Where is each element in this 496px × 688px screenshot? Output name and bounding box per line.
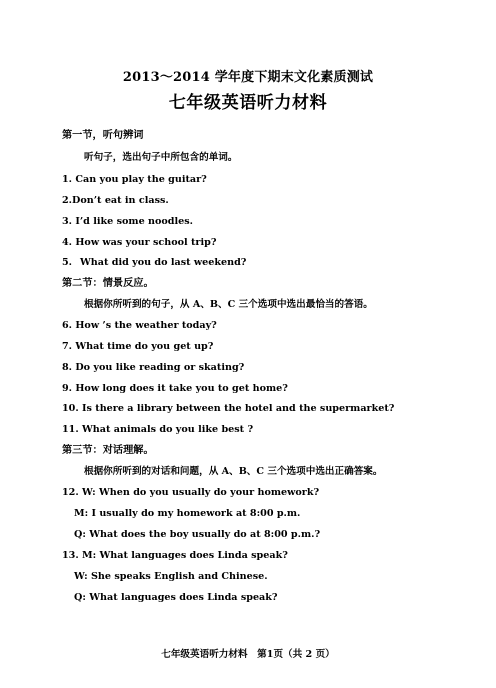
question-7: 7. What time do you get up?	[62, 341, 214, 352]
dialog-13-w: W: She speaks English and Chinese.	[74, 571, 268, 582]
question-6: 6. How ’s the weather today?	[62, 320, 217, 331]
section1-heading: 第一节，听句辨词	[62, 129, 144, 141]
section3-instruction: 根据你所听到的对话和问题，从 A、B、C 三个选项中选出正确答案。	[84, 466, 383, 477]
dialog-12-w: 12. W: When do you usually do your homework?	[62, 487, 320, 498]
question-4: 4. How was your school trip?	[62, 237, 217, 248]
section2-instruction: 根据你所听到的句子，从 A、B、C 三个选项中选出最恰当的答语。	[84, 299, 373, 310]
document-subtitle: 七年级英语听力材料	[168, 93, 328, 113]
dialog-12-q: Q: What does the boy usually do at 8:00 p.m.?	[74, 529, 321, 540]
question-3: 3. I’d like some noodles.	[62, 216, 193, 227]
dialog-12-m: M: I usually do my homework at 8:00 p.m.	[74, 508, 301, 519]
question-5	[62, 256, 246, 269]
question-10: 10. Is there a library between the hotel and the supermarket?	[62, 403, 395, 414]
dialog-13-q: Q: What languages does Linda speak?	[74, 592, 278, 603]
page-footer: 七年级英语听力材料 第1页（共 2 页）	[161, 649, 335, 660]
question-2: 2.Don’t eat in class.	[62, 195, 169, 206]
question-5-text: What did you do last weekend?	[80, 257, 247, 268]
question-5-number: 5.	[62, 257, 73, 268]
question-1: 1. Can you play the guitar?	[62, 174, 207, 185]
document-title: 2013～2014 学年度下期末文化素质测试	[122, 70, 374, 85]
section1-instruction: 听句子，选出句子中所包含的单词。	[84, 152, 238, 163]
question-11: 11. What animals do you like best ?	[62, 424, 254, 435]
section2-heading: 第二节：情景反应。	[62, 277, 154, 289]
question-9: 9. How long does it take you to get home?	[62, 383, 288, 394]
dialog-13-m: 13. M: What languages does Linda speak?	[62, 550, 288, 561]
section3-heading: 第三节：对话理解。	[62, 444, 154, 456]
question-8: 8. Do you like reading or skating?	[62, 362, 245, 373]
